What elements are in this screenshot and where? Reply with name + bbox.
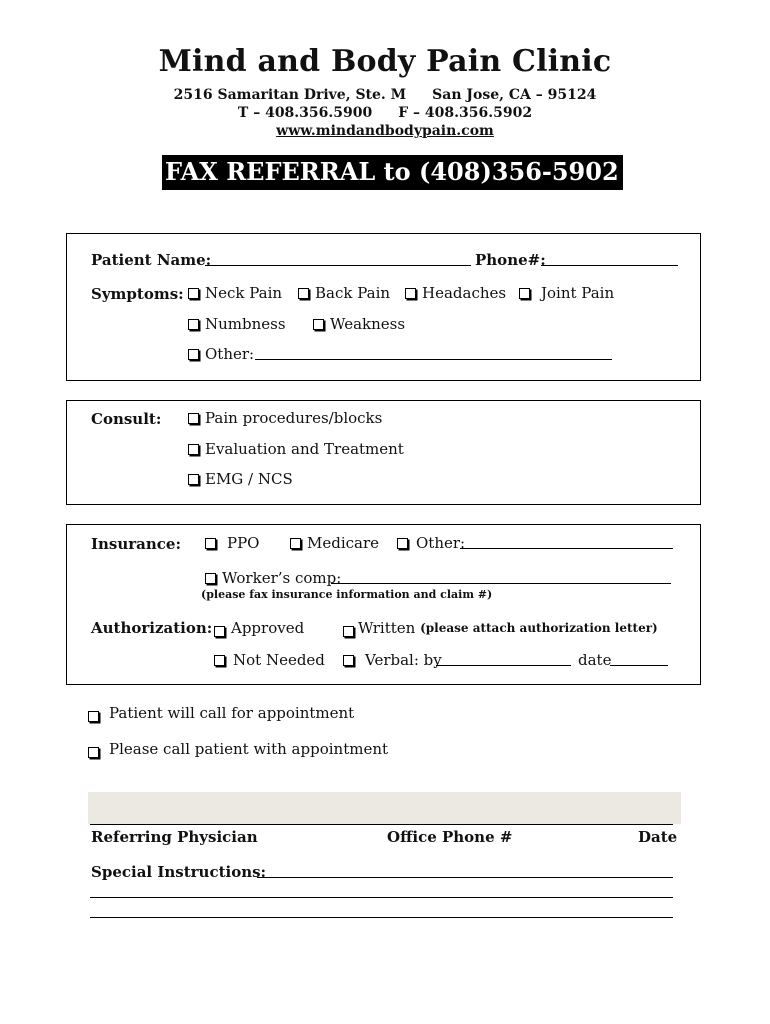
checkbox-icon xyxy=(188,413,199,424)
clinic-name: Mind and Body Pain Clinic xyxy=(158,44,612,79)
clinic-website-link[interactable]: www.mindandbodypain.com xyxy=(276,123,494,139)
checkbox-icon xyxy=(88,711,99,722)
patient-name-label: Patient Name: xyxy=(91,251,212,269)
auth-not-needed-checkbox[interactable]: Not Needed xyxy=(214,651,325,669)
patient-name-field[interactable] xyxy=(205,251,471,266)
symptom-headaches-checkbox[interactable]: Headaches xyxy=(405,284,506,302)
auth-written-checkbox[interactable]: Written (please attach authorization letter) xyxy=(343,619,658,637)
symptom-weakness-checkbox[interactable]: Weakness xyxy=(313,315,405,333)
auth-approved-checkbox[interactable]: Approved xyxy=(214,619,304,637)
checkbox-icon xyxy=(343,655,354,666)
insurance-ppo-checkbox[interactable]: PPO xyxy=(205,534,259,552)
auth-verbal-checkbox[interactable]: Verbal: by xyxy=(343,651,442,669)
referring-physician-label: Referring Physician xyxy=(91,828,258,846)
verbal-by-field[interactable] xyxy=(436,651,571,666)
date-label: Date xyxy=(638,828,678,846)
checkbox-icon xyxy=(313,319,324,330)
checkbox-icon xyxy=(405,288,416,299)
authorization-label: Authorization: xyxy=(91,619,213,637)
consult-emg-ncs-checkbox[interactable]: EMG / NCS xyxy=(188,470,293,488)
checkbox-icon xyxy=(188,288,199,299)
clinic-fax: F – 408.356.5902 xyxy=(398,105,533,121)
checkbox-icon xyxy=(397,538,408,549)
insurance-other-checkbox[interactable]: Other: xyxy=(397,534,465,552)
street-address: 2516 Samaritan Drive, Ste. M xyxy=(173,87,407,103)
please-call-patient-checkbox[interactable]: Please call patient with appointment xyxy=(88,740,388,758)
consult-label: Consult: xyxy=(91,410,162,428)
patient-phone-label: Phone#: xyxy=(475,251,546,269)
insurance-workers-comp-checkbox[interactable]: Worker’s comp: xyxy=(205,569,341,587)
checkbox-icon xyxy=(205,573,216,584)
city-state-zip: San Jose, CA – 95124 xyxy=(432,87,597,103)
checkbox-icon xyxy=(290,538,301,549)
symptom-joint-pain-checkbox[interactable]: Joint Pain xyxy=(519,284,614,302)
checkbox-icon xyxy=(205,538,216,549)
verbal-date-label: date xyxy=(578,651,612,669)
fax-referral-banner: FAX REFERRAL to (408)356-5902 xyxy=(162,155,623,190)
symptom-numbness-checkbox[interactable]: Numbness xyxy=(188,315,286,333)
checkbox-icon xyxy=(343,626,354,637)
insurance-label: Insurance: xyxy=(91,535,182,553)
consult-evaluation-checkbox[interactable]: Evaluation and Treatment xyxy=(188,440,404,458)
clinic-address-line xyxy=(0,87,770,103)
insurance-medicare-checkbox[interactable]: Medicare xyxy=(290,534,379,552)
symptom-back-pain-checkbox[interactable]: Back Pain xyxy=(298,284,390,302)
special-instructions-field[interactable] xyxy=(257,863,673,878)
checkbox-icon xyxy=(188,319,199,330)
office-phone-label: Office Phone # xyxy=(387,828,513,846)
insurance-other-field[interactable] xyxy=(460,534,673,549)
clinic-phone: T – 408.356.5900 xyxy=(237,105,373,121)
checkbox-icon xyxy=(188,474,199,485)
clinic-contact-line xyxy=(0,105,770,121)
checkbox-icon xyxy=(214,626,225,637)
checkbox-icon xyxy=(214,655,225,666)
workers-comp-field[interactable] xyxy=(331,569,671,584)
consult-pain-procedures-checkbox[interactable]: Pain procedures/blocks xyxy=(188,409,382,427)
checkbox-icon xyxy=(188,444,199,455)
symptom-other-checkbox[interactable]: Other: xyxy=(188,345,254,363)
checkbox-icon xyxy=(519,288,530,299)
written-note: (please attach authorization letter) xyxy=(420,621,658,635)
special-instructions-label: Special Instructions: xyxy=(91,863,267,881)
patient-will-call-checkbox[interactable]: Patient will call for appointment xyxy=(88,704,354,722)
patient-phone-field[interactable] xyxy=(541,251,678,266)
verbal-date-field[interactable] xyxy=(610,651,668,666)
checkbox-icon xyxy=(88,747,99,758)
checkbox-icon xyxy=(188,349,199,360)
symptoms-label: Symptoms: xyxy=(91,285,184,303)
special-instructions-line-2[interactable] xyxy=(90,897,673,898)
insurance-note: (please fax insurance information and claim #) xyxy=(201,588,493,601)
symptom-other-field[interactable] xyxy=(255,345,612,360)
symptom-neck-pain-checkbox[interactable]: Neck Pain xyxy=(188,284,282,302)
signature-line xyxy=(90,824,673,825)
checkbox-icon xyxy=(298,288,309,299)
physician-signature-field[interactable] xyxy=(88,792,681,824)
special-instructions-line-3[interactable] xyxy=(90,917,673,918)
